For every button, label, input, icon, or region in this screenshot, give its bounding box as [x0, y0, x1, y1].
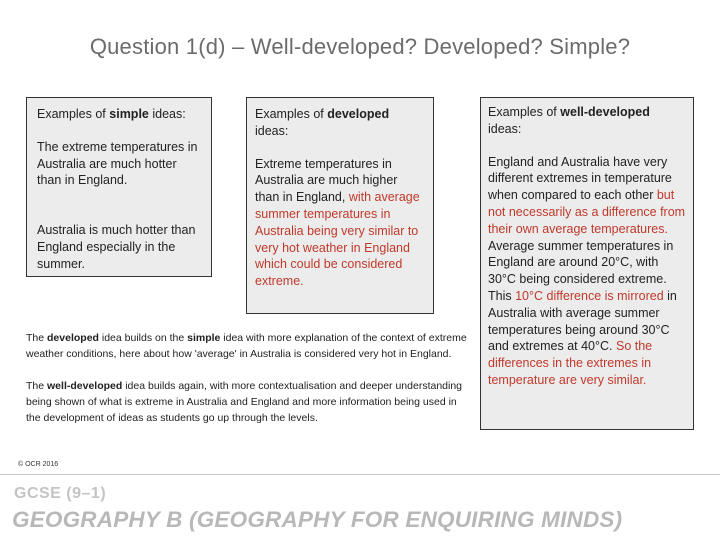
qualification-label: GCSE (9–1)	[14, 485, 107, 502]
heading-suffix: ideas:	[148, 107, 186, 121]
note2-bold-well-developed: well-developed	[47, 380, 123, 392]
simple-idea-1: The extreme temperatures in Australia are much hotter than in England.	[37, 139, 198, 188]
note1-suffix: idea with more explanation of the context of extreme weather conditions, here about how 'average' in Australia is considered very hot in England.	[26, 332, 467, 360]
note1-prefix: The	[26, 332, 48, 344]
wd-seg-2: but not necessarily as a difference from their own average temperatures.	[488, 188, 686, 236]
developed-ideas-heading	[255, 106, 425, 140]
well-developed-ideas-heading	[488, 104, 686, 138]
heading-suffix: ideas:	[488, 121, 522, 136]
heading-prefix: Examples of	[255, 107, 328, 121]
subject-title: GEOGRAPHY B (GEOGRAPHY FOR ENQUIRING MINDS)	[12, 507, 623, 532]
well-developed-idea-text	[488, 154, 686, 389]
heading-suffix: ideas:	[255, 123, 289, 138]
heading-bold: developed	[327, 107, 390, 121]
simple-idea-2: Australia is much hotter than England especially in the summer.	[37, 223, 196, 271]
explanatory-notes	[26, 330, 470, 426]
note-developed	[26, 330, 470, 362]
footer-divider	[0, 474, 720, 475]
heading-bold: well-developed	[560, 105, 650, 119]
wd-seg-3: Average summer temperatures in England are around 20°C, with 30°C being considered extreme. This	[488, 238, 674, 303]
wd-seg-1: England and Australia have very different extremes in temperature when compared to each other	[488, 154, 672, 203]
note-well-developed	[26, 378, 470, 426]
slide-title: Question 1(d) – Well-developed? Developed? Simple?	[89, 34, 631, 59]
heading-prefix: Examples of	[37, 107, 110, 121]
note1-mid: idea builds on the	[98, 332, 188, 344]
simple-ideas-box	[26, 97, 212, 277]
note1-bold-simple: simple	[187, 332, 221, 344]
heading-bold: simple	[109, 107, 149, 121]
note2-prefix: The	[26, 380, 48, 392]
developed-text-black: Extreme temperatures in Australia are much higher than in England,	[255, 156, 398, 205]
developed-ideas-box	[246, 97, 434, 314]
copyright-notice: © OCR 2016	[18, 461, 59, 468]
wd-seg-5: in Australia with average summer temperatures being around 30°C and extremes at 40°C.	[488, 288, 677, 354]
wd-seg-6: So the differences in the extremes in temperature are very similar.	[488, 339, 653, 387]
simple-ideas-heading	[37, 106, 201, 123]
note1-bold-developed: developed	[47, 332, 99, 344]
developed-idea-text	[255, 156, 425, 290]
note2-suffix: idea builds again, with more contextualisation and deeper understanding being shown of what is extreme in Australia and England and more information being used in the development of ideas as students go up through the levels.	[26, 380, 463, 424]
heading-prefix: Examples of	[488, 105, 561, 119]
wd-seg-4: 10°C difference is mirrored	[515, 288, 664, 303]
well-developed-ideas-box	[480, 97, 694, 430]
developed-text-red: with average summer temperatures in Australia being very similar to very hot weather in England which could be considered extreme.	[255, 190, 420, 289]
